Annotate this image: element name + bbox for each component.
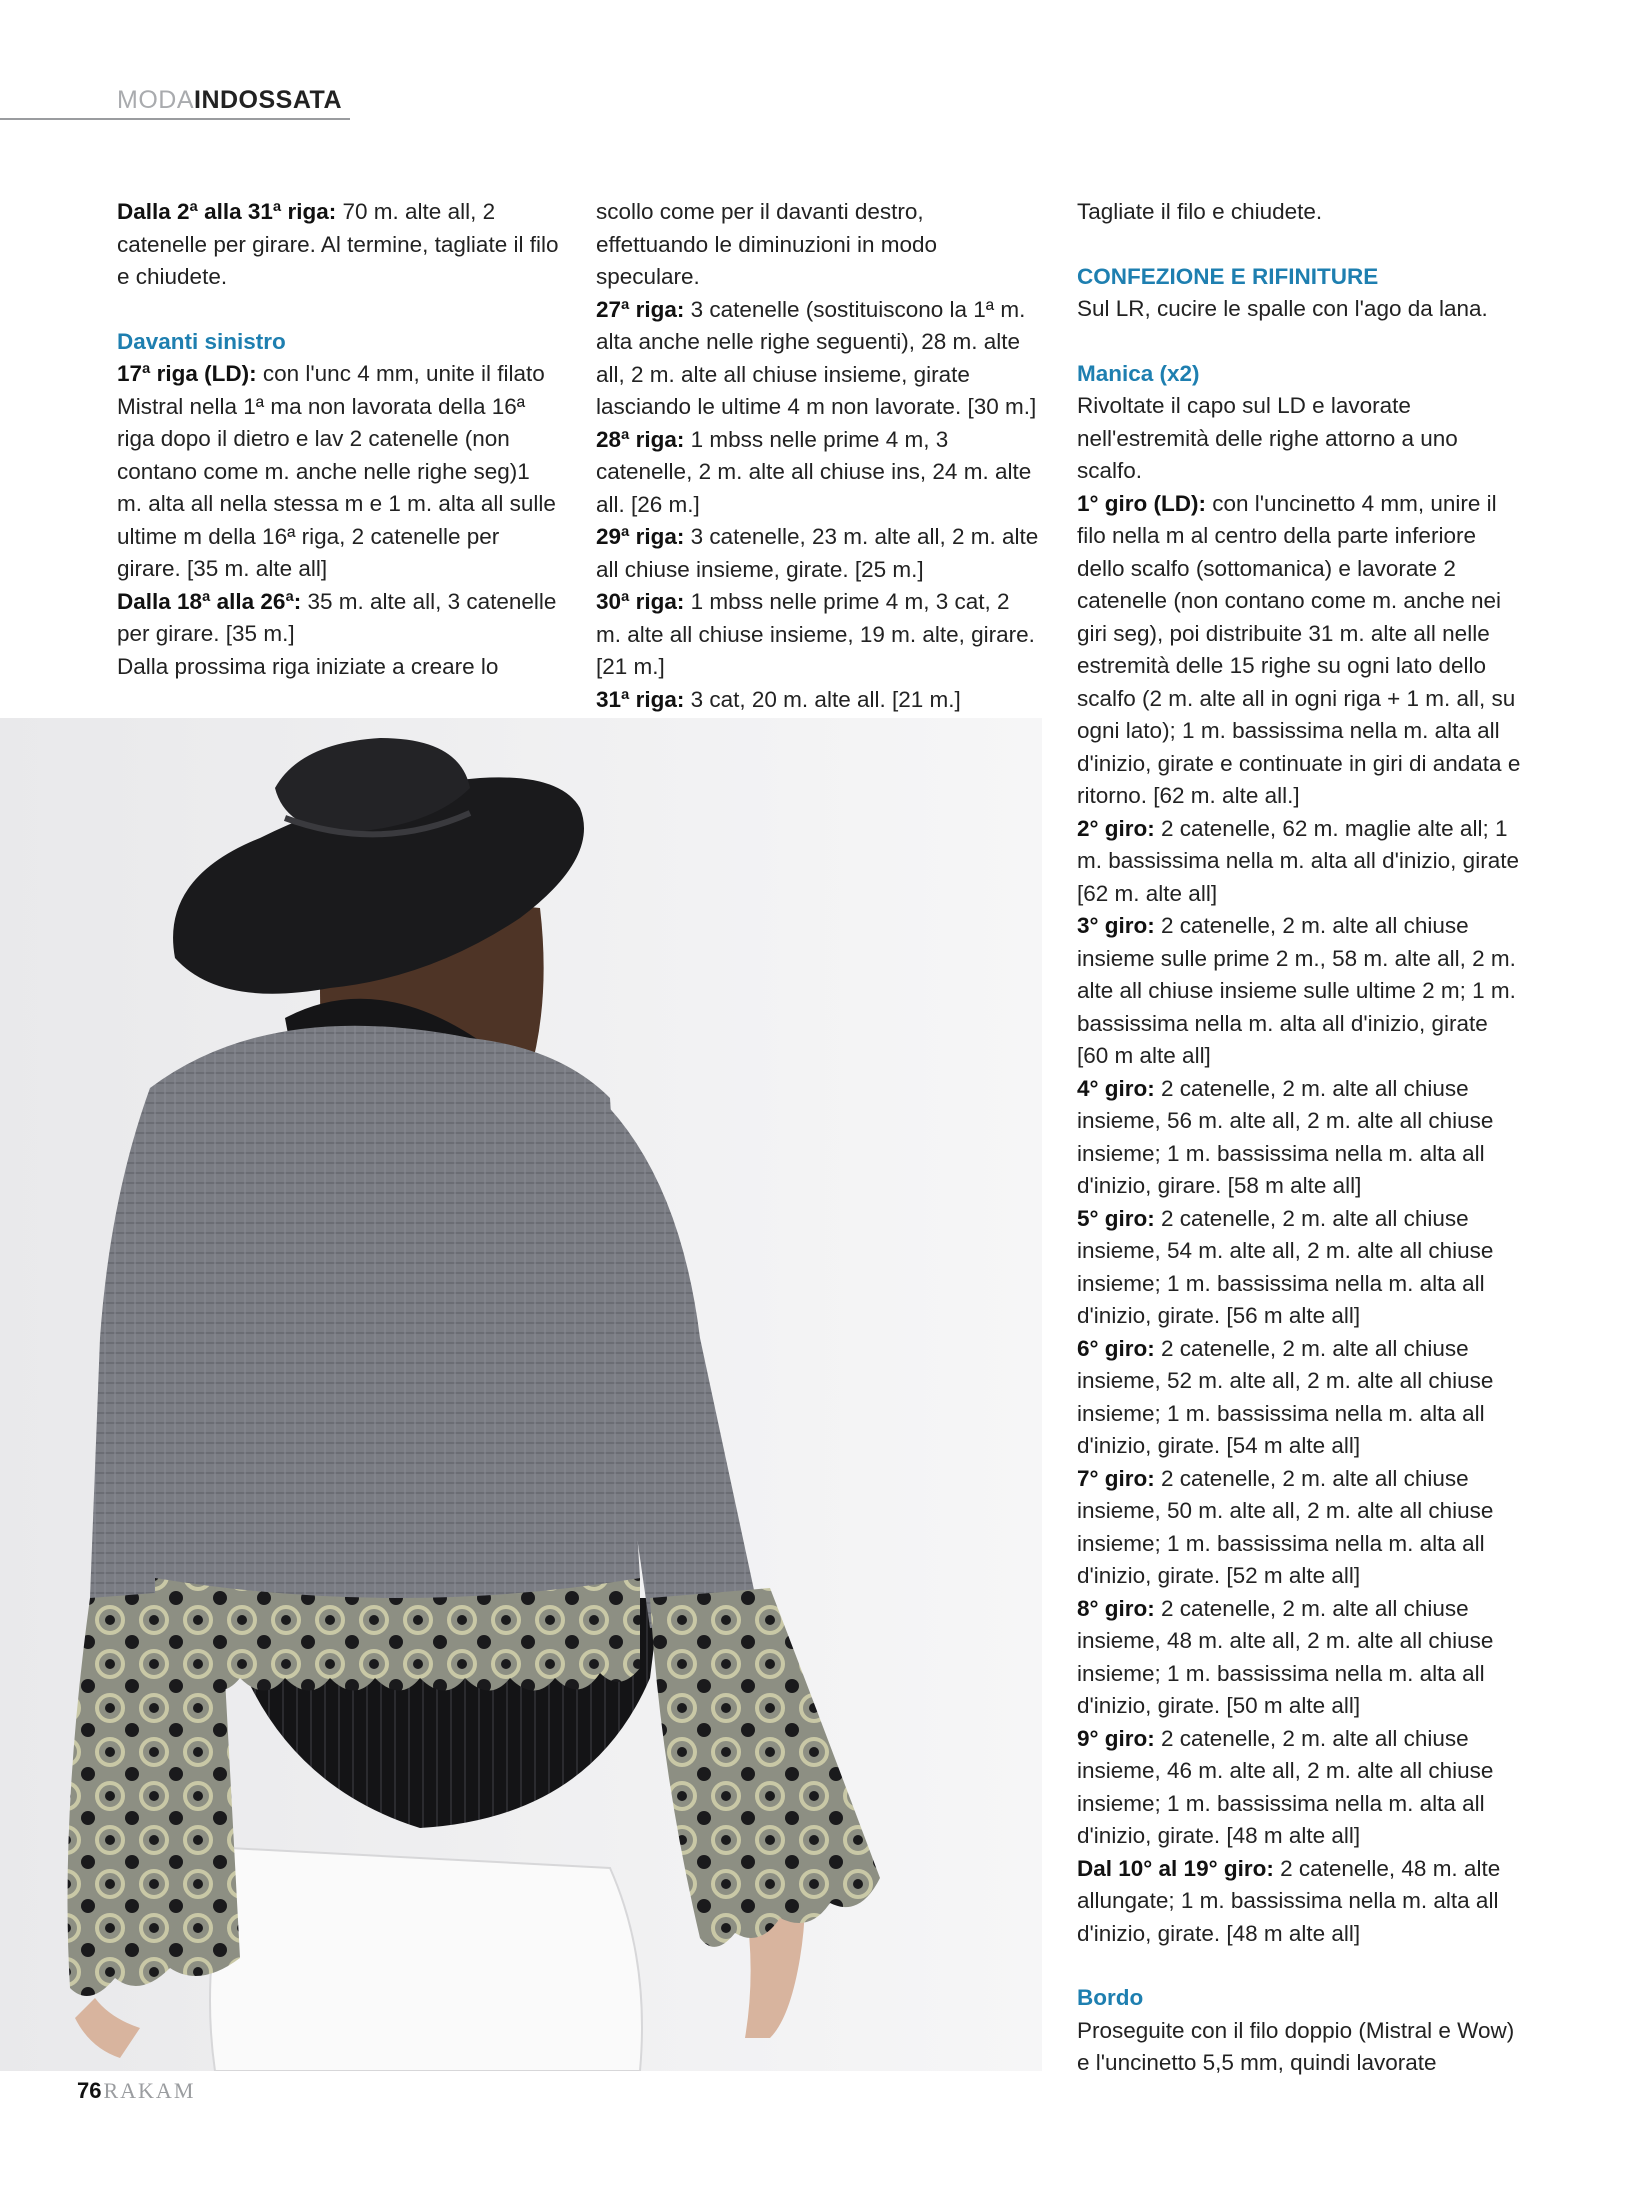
text-column-1: [117, 196, 560, 683]
paragraph: [1077, 910, 1522, 1073]
instruction-label: 29ª riga:: [596, 524, 685, 549]
instruction-label: 17ª riga (LD):: [117, 361, 257, 386]
paragraph: [596, 586, 1039, 684]
instruction-label: 28ª riga:: [596, 426, 685, 452]
instruction-label: 1° giro (LD):: [1077, 490, 1206, 516]
paragraph: Rivoltate il capo sul LD e lavorate nell'estremità delle righe attorno a uno scalfo.: [1077, 393, 1458, 483]
instruction-label: 4° giro:: [1077, 1075, 1155, 1101]
paragraph: [1077, 1593, 1522, 1723]
instruction-text: 70 m. alte all, 2 catenelle per girare. Al termine, tagliate il filo e chiudete.: [117, 199, 559, 289]
instruction-text: 2 catenelle, 62 m. maglie alte all; 1 m. bassissima nella m. alta all d'inizio, girate [62 m. alte all]: [1077, 815, 1519, 906]
section-heading: Davanti sinistro: [117, 328, 286, 354]
instruction-label: 31ª riga:: [596, 686, 685, 712]
section-heading: Manica (x2): [1077, 360, 1200, 386]
paragraph: Sul LR, cucire le spalle con l'ago da lana.: [1077, 296, 1488, 321]
instruction-text: 2 catenelle, 2 m. alte all chiuse insieme, 46 m. alte all, 2 m. alte all chiuse insieme; 1 m. bassissima nella m. alta all d'inizio, girate. [48 m alte all]: [1077, 1725, 1494, 1848]
model-photo: [0, 718, 1042, 2071]
magazine-name: RAKAM: [103, 2078, 196, 2103]
paragraph: [1077, 488, 1522, 813]
paragraph: [1077, 1463, 1522, 1593]
instruction-text: con l'unc 4 mm, unite il filato Mistral nella 1ª ma non lavorata della 16ª riga dopo il dietro e lav 2 catenelle (non contano come m. anche nelle righe seg)1 m. alta all nella stessa m e 1 m. alta all sulle ultime m della 16ª riga, 2 catenelle per girare. [35 m. alte all]: [117, 361, 556, 581]
instruction-text: 2 catenelle, 2 m. alte all chiuse insieme, 56 m. alte all, 2 m. alte all chiuse insieme; 1 m. bassissima nella m. alta all d'inizio, girare. [58 m alte all]: [1077, 1075, 1494, 1198]
instruction-text: 1 mbss nelle prime 4 m, 3 catenelle, 2 m. alte all chiuse ins, 24 m. alte all. [26 m.]: [596, 426, 1032, 517]
page-footer: [77, 2078, 195, 2104]
paragraph: Tagliate il filo e chiudete.: [1077, 199, 1323, 224]
paragraph: scollo come per il davanti destro, effettuando le diminuzioni in modo speculare.: [596, 199, 938, 289]
section-header-dark: INDOSSATA: [194, 86, 343, 114]
paragraph: [1077, 1073, 1522, 1203]
paragraph: Proseguite con il filo doppio (Mistral e Wow) e l'uncinetto 5,5 mm, quindi lavorate: [1077, 2017, 1515, 2075]
header-rule: [0, 118, 350, 120]
paragraph: [1077, 1203, 1522, 1333]
instruction-text: 2 catenelle, 2 m. alte all chiuse insieme sulle prime 2 m., 58 m. alte all, 2 m. alte all chiuse insieme sulle ultime 2 m; 1 m. bassissima nella m. alta all d'inizio, girate [60 m alte all]: [1077, 913, 1516, 1068]
instruction-text: 3 cat, 20 m. alte all. [21 m.]: [684, 686, 961, 712]
instruction-label: 7° giro:: [1077, 1465, 1155, 1491]
text-column-2: [596, 196, 1039, 716]
section-heading: CONFEZIONE E RIFINITURE: [1077, 263, 1379, 289]
instruction-label: Dalla 18ª alla 26ª:: [117, 588, 302, 614]
instruction-label: 27ª riga:: [596, 296, 685, 322]
instruction-label: 30ª riga:: [596, 589, 685, 614]
paragraph: [117, 358, 560, 586]
paragraph: [1077, 1333, 1522, 1463]
instruction-text: 35 m. alte all, 3 catenelle per girare. [35 m.]: [117, 588, 557, 646]
paragraph: [596, 684, 1039, 717]
instruction-label: 8° giro:: [1077, 1595, 1155, 1621]
paragraph: [1077, 813, 1522, 911]
instruction-label: 5° giro:: [1077, 1205, 1155, 1231]
section-header: [117, 86, 342, 115]
paragraph: [596, 521, 1039, 586]
paragraph: [596, 424, 1039, 522]
section-header-light: MODA: [117, 86, 194, 114]
instruction-text: 2 catenelle, 2 m. alte all chiuse insieme, 52 m. alte all, 2 m. alte all chiuse insieme; 1 m. bassissima nella m. alta all d'inizio, girate. [54 m alte all]: [1077, 1335, 1494, 1458]
instruction-label: Dalla 2ª alla 31ª riga:: [117, 199, 337, 224]
paragraph: [596, 294, 1039, 424]
instruction-text: 1 mbss nelle prime 4 m, 3 cat, 2 m. alte all chiuse insieme, 19 m. alte, girare. [21 m.]: [596, 589, 1035, 679]
text-column-3: [1077, 196, 1522, 2080]
instruction-text: 3 catenelle, 23 m. alte all, 2 m. alte all chiuse insieme, girate. [25 m.]: [596, 524, 1039, 582]
instruction-text: 2 catenelle, 2 m. alte all chiuse insieme, 48 m. alte all, 2 m. alte all chiuse insieme; 1 m. bassissima nella m. alta all d'inizio, girate. [50 m alte all]: [1077, 1595, 1494, 1718]
instruction-text: 2 catenelle, 48 m. alte allungate; 1 m. bassissima nella m. alta all d'inizio, girate. [48 m alte all]: [1077, 1855, 1501, 1946]
page-number: 76: [77, 2078, 102, 2103]
instruction-label: Dal 10° al 19° giro:: [1077, 1855, 1274, 1881]
instruction-text: 2 catenelle, 2 m. alte all chiuse insieme, 50 m. alte all, 2 m. alte all chiuse insieme; 1 m. bassissima nella m. alta all d'inizio, girate. [52 m alte all]: [1077, 1465, 1494, 1588]
paragraph: [1077, 1853, 1522, 1951]
instruction-label: 6° giro:: [1077, 1335, 1155, 1361]
instruction-text: 3 catenelle (sostituiscono la 1ª m. alta anche nelle righe seguenti), 28 m. alte all, 2 m. alte all chiuse insieme, girate lasciando le ultime 4 m non lavorate. [30 m.]: [596, 296, 1037, 419]
instruction-text: con l'uncinetto 4 mm, unire il filo nella m al centro della parte inferiore dello scalfo (sottomanica) e lavorate 2 catenelle (non contano come m. anche nei giri seg), poi distribuite 31 m. alte all nelle estremità delle 15 righe su ogni lato dello scalfo (2 m. alte all in ogni riga + 1 m. all, su ogni lato); 1 m. bassissima nella m. alta all d'inizio, girate e continuate in giri di andata e ritorno. [62 m. alte all.]: [1077, 490, 1521, 808]
paragraph: [1077, 1723, 1522, 1853]
instruction-text: 2 catenelle, 2 m. alte all chiuse insieme, 54 m. alte all, 2 m. alte all chiuse insieme; 1 m. bassissima nella m. alta all d'inizio, girate. [56 m alte all]: [1077, 1205, 1494, 1328]
instruction-label: 9° giro:: [1077, 1725, 1155, 1751]
instruction-label: 3° giro:: [1077, 913, 1155, 938]
section-heading: Bordo: [1077, 1985, 1144, 2010]
paragraph: [117, 196, 560, 294]
paragraph: Dalla prossima riga iniziate a creare lo: [117, 653, 499, 679]
paragraph: [117, 586, 560, 651]
instruction-label: 2° giro:: [1077, 815, 1155, 841]
model-photo-illustration: [0, 718, 1042, 2071]
